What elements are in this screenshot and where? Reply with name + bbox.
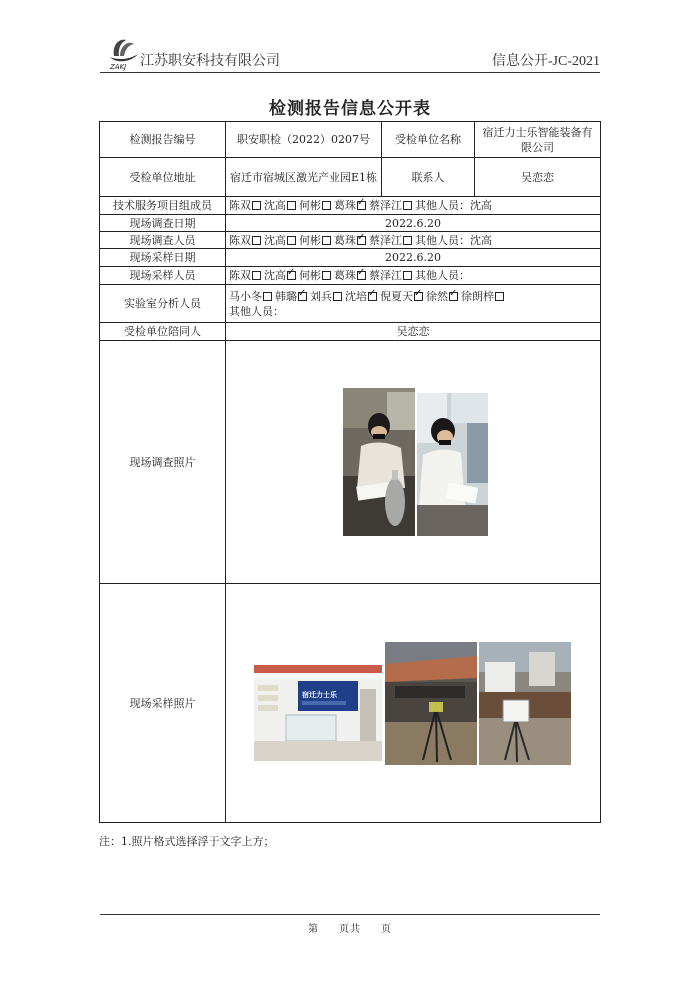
row-survey-date [100,215,601,232]
unchecked-checkbox-icon [322,201,331,210]
unchecked-checkbox-icon [252,271,261,280]
page-label: 第 [308,924,319,935]
unchecked-checkbox-icon [252,236,261,245]
checked-checkbox-icon [368,292,377,301]
person-name: 何彬 [299,269,321,282]
checked-checkbox-icon [357,236,366,245]
checklist-item [310,290,345,303]
person-name: 陈双 [229,199,251,212]
survey-photo-2 [417,393,488,536]
checked-checkbox-icon [298,292,307,301]
page-info [0,920,700,935]
checklist-item [426,290,461,303]
unchecked-checkbox-icon [287,236,296,245]
person-name: 沈高 [264,269,286,282]
value-team [226,197,601,215]
team-others: 其他人员：沈高 [415,199,492,212]
unchecked-checkbox-icon [263,292,272,301]
footer-line [100,914,600,915]
checklist-item [229,199,264,212]
checklist-item [345,290,380,303]
footnote: 注：1.照片格式选择浮于文字上方； [99,835,275,848]
unchecked-checkbox-icon [322,236,331,245]
checklist-item [229,234,264,247]
row-sampling-date [100,249,601,267]
value-lab-staff [226,285,601,323]
label-sampling-staff: 现场采样人员 [100,267,226,285]
checklist-item [380,290,426,303]
person-name: 马小冬 [229,289,262,303]
unchecked-checkbox-icon [287,201,296,210]
value-sampling-staff [226,267,601,285]
row-escort [100,323,601,341]
label-survey-date: 现场调查日期 [100,215,226,232]
survey-photo-1 [343,388,415,536]
label-unit-name: 受检单位名称 [382,122,475,158]
checklist-item [264,199,299,212]
sampling-staff-others: 其他人员： [415,269,470,282]
unchecked-checkbox-icon [403,271,412,280]
person-name: 葛珠 [334,233,356,247]
svg-text:宿迁力士乐: 宿迁力士乐 [302,691,337,699]
row-report-no [100,122,601,158]
label-sampling-date: 现场采样日期 [100,249,226,267]
row-sampling-staff [100,267,601,285]
unchecked-checkbox-icon [403,201,412,210]
checklist-item [299,199,334,212]
unchecked-checkbox-icon [333,292,342,301]
checklist-item [334,269,369,282]
label-team: 技术服务项目组成员 [100,197,226,215]
row-survey-staff [100,232,601,249]
person-name: 陈双 [229,233,251,247]
svg-text:ZAKJ: ZAKJ [110,63,127,71]
person-name: 陈双 [229,269,251,282]
row-team [100,197,601,215]
label-report-no: 检测报告编号 [100,122,226,158]
label-survey-photos: 现场调查照片 [100,341,226,584]
label-lab-staff: 实验室分析人员 [100,285,226,323]
value-report-no: 职安职检（2022）0207号 [226,122,382,158]
company-name: 江苏职安科技有限公司 [140,53,280,69]
unchecked-checkbox-icon [403,236,412,245]
label-escort: 受检单位陪同人 [100,323,226,341]
person-name: 何彬 [299,233,321,247]
person-name: 徐然 [426,289,448,303]
value-survey-staff [226,232,601,249]
checklist-item [275,290,310,303]
survey-photos-cell [226,341,601,584]
label-address: 受检单位地址 [100,158,226,197]
company-logo [106,30,140,72]
person-name: 沈培 [345,289,367,303]
person-name: 何彬 [299,199,321,212]
checked-checkbox-icon [414,292,423,301]
person-name: 葛珠 [334,269,356,282]
value-contact: 吴恋恋 [475,158,601,197]
person-name: 蔡泽江 [369,233,402,247]
label-contact: 联系人 [382,158,475,197]
row-address [100,158,601,197]
label-survey-staff: 现场调查人员 [100,232,226,249]
checked-checkbox-icon [357,271,366,280]
row-sampling-photos [100,584,601,823]
checklist-item [264,234,299,247]
checked-checkbox-icon [449,292,458,301]
checklist-item [229,290,275,303]
value-escort: 吴恋恋 [226,323,601,341]
person-name: 韩璐 [275,289,297,303]
page-title: 检测报告信息公开表 [269,99,431,119]
label-sampling-photos: 现场采样照片 [100,584,226,823]
checklist-item [334,234,369,247]
checked-checkbox-icon [287,271,296,280]
value-unit-name: 宿迁力士乐智能装备有限公司 [475,122,601,158]
row-survey-photos [100,341,601,584]
person-name: 葛珠 [334,199,356,212]
sampling-photos-cell [226,584,601,823]
unchecked-checkbox-icon [252,201,261,210]
sampling-photo-reception [254,665,382,761]
row-lab-staff [100,285,601,323]
unchecked-checkbox-icon [495,292,504,301]
person-name: 蔡泽江 [369,199,402,212]
checklist-item [369,234,415,247]
report-table [99,121,601,823]
unchecked-checkbox-icon [322,271,331,280]
document-number: 信息公开-JC-2021 [491,54,600,69]
person-name: 徐朗梓 [461,289,494,303]
checklist-item [229,269,264,282]
person-name: 刘兵 [310,289,332,303]
lab-staff-others: 其他人员： [229,304,284,318]
checked-checkbox-icon [357,201,366,210]
checklist-item [369,269,415,282]
checklist-item [299,269,334,282]
checklist-item [334,199,369,212]
pages-label: 页 [381,924,392,935]
sampling-photo-factory [385,642,477,765]
sampling-photo-workshop [479,642,571,765]
value-survey-date: 2022.6.20 [226,215,601,232]
value-address: 宿迁市宿城区激光产业园E1栋 [226,158,382,197]
person-name: 沈高 [264,233,286,247]
value-sampling-date: 2022.6.20 [226,249,601,267]
survey-staff-others: 其他人员：沈高 [415,233,492,247]
person-name: 倪夏天 [380,289,413,303]
checklist-item [369,199,415,212]
person-name: 蔡泽江 [369,269,402,282]
checklist-item [461,290,507,303]
page-of-label: 页共 [339,924,361,935]
checklist-item [299,234,334,247]
page-header [100,30,600,73]
checklist-item [264,269,299,282]
person-name: 沈高 [264,199,286,212]
